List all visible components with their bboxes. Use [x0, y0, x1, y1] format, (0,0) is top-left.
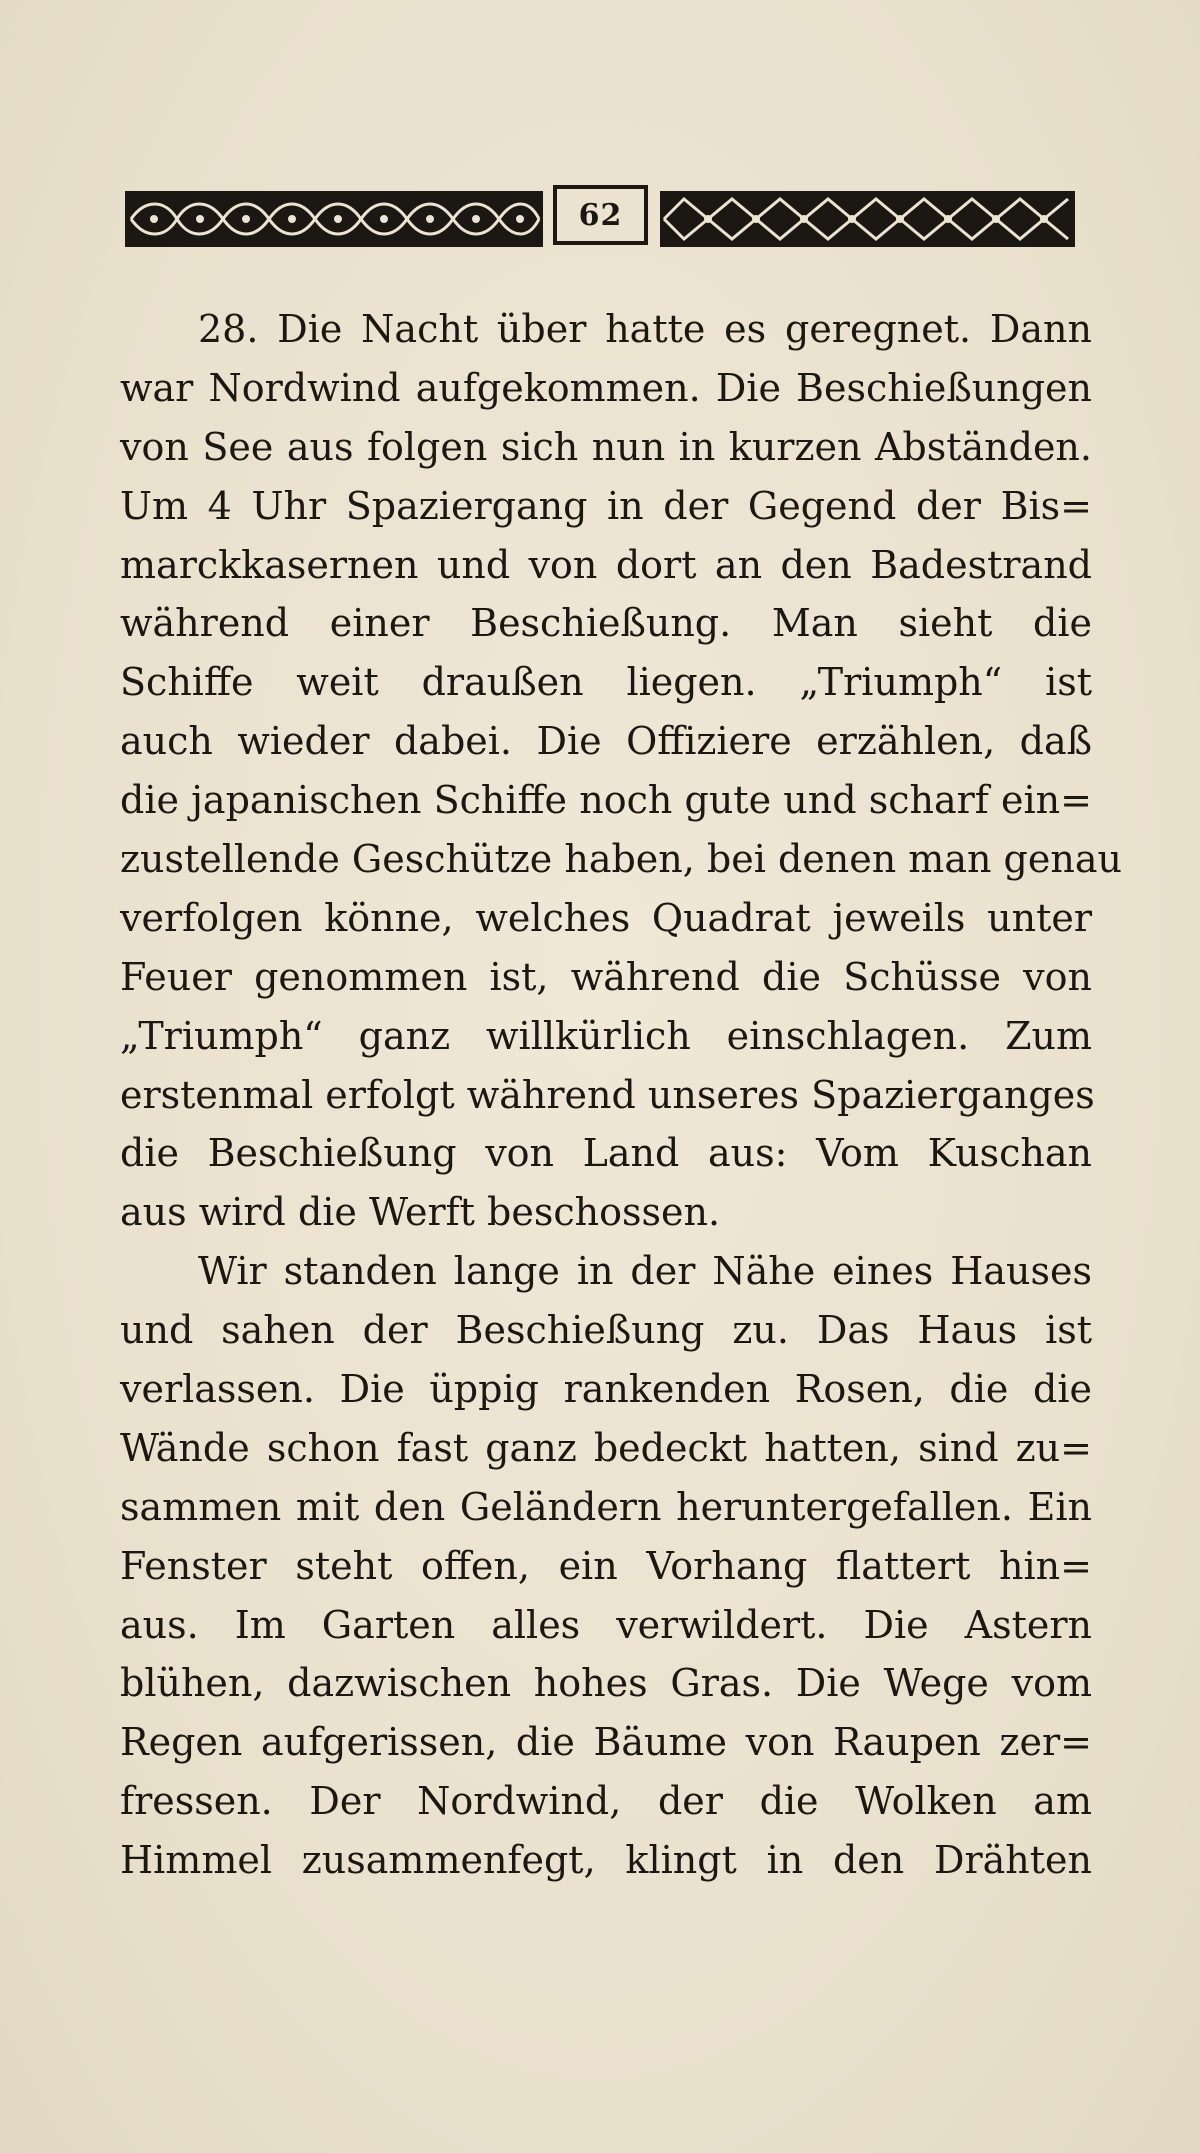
text-line: 28. Die Nacht über hatte es geregnet. Dann [198, 307, 1092, 351]
text-line: fressen. Der Nordwind, der die Wolken am [120, 1779, 1092, 1824]
text-line: verfolgen könne, welches Quadrat jeweils unter [120, 895, 1092, 940]
text-line: „Triumph“ ganz willkürlich einschlagen. Zum [120, 1013, 1092, 1058]
text-line: Regen aufgerissen, die Bäume von Raupen zer= [120, 1720, 1092, 1765]
page-header [125, 185, 1075, 253]
text-line: während einer Beschießung. Man sieht die [120, 601, 1092, 646]
text-line: die japanischen Schiffe noch gute und scharf ein= [120, 778, 1092, 823]
text-line: Himmel zusammenfegt, klingt in den Drähten [120, 1838, 1092, 1883]
text-line: verlassen. Die üppig rankenden Rosen, die die [120, 1367, 1092, 1412]
text-line: erstenmal erfolgt während unseres Spazierganges [120, 1072, 1095, 1117]
text-line: von See aus folgen sich nun in kurzen Abständen. [120, 424, 1092, 469]
text-line: Um 4 Uhr Spaziergang in der Gegend der Bis= [120, 483, 1092, 528]
ornament-border-left [125, 191, 543, 247]
ornament-border-right [660, 191, 1075, 247]
text-line: Wir standen lange in der Nähe eines Hauses [198, 1249, 1092, 1294]
text-line: Fenster steht offen, ein Vorhang flattert hin= [120, 1543, 1092, 1588]
text-line: marckkasernen und von dort an den Badestrand [120, 542, 1092, 587]
page-number: 62 [553, 185, 648, 245]
text-line: sammen mit den Geländern heruntergefallen. Ein [120, 1484, 1092, 1529]
text-line: und sahen der Beschießung zu. Das Haus ist [120, 1308, 1092, 1353]
text-line: aus wird die Werft beschossen. [120, 1190, 721, 1235]
text-line: auch wieder dabei. Die Offiziere erzählen, daß [120, 719, 1092, 764]
text-line: blühen, dazwischen hohes Gras. Die Wege vom [120, 1661, 1092, 1706]
text-line: Feuer genommen ist, während die Schüsse von [120, 954, 1092, 999]
text-line: Schiffe weit draußen liegen. „Triumph“ ist [120, 660, 1092, 705]
text-line: die Beschießung von Land aus: Vom Kuschan [120, 1131, 1092, 1176]
body-text [120, 300, 1122, 1890]
text-line: zustellende Geschütze haben, bei denen man genau [120, 837, 1122, 882]
text-line: Wände schon fast ganz bedeckt hatten, sind zu= [120, 1425, 1092, 1470]
text-line: war Nordwind aufgekommen. Die Beschießungen [120, 365, 1092, 410]
text-line: aus. Im Garten alles verwildert. Die Astern [120, 1602, 1092, 1647]
